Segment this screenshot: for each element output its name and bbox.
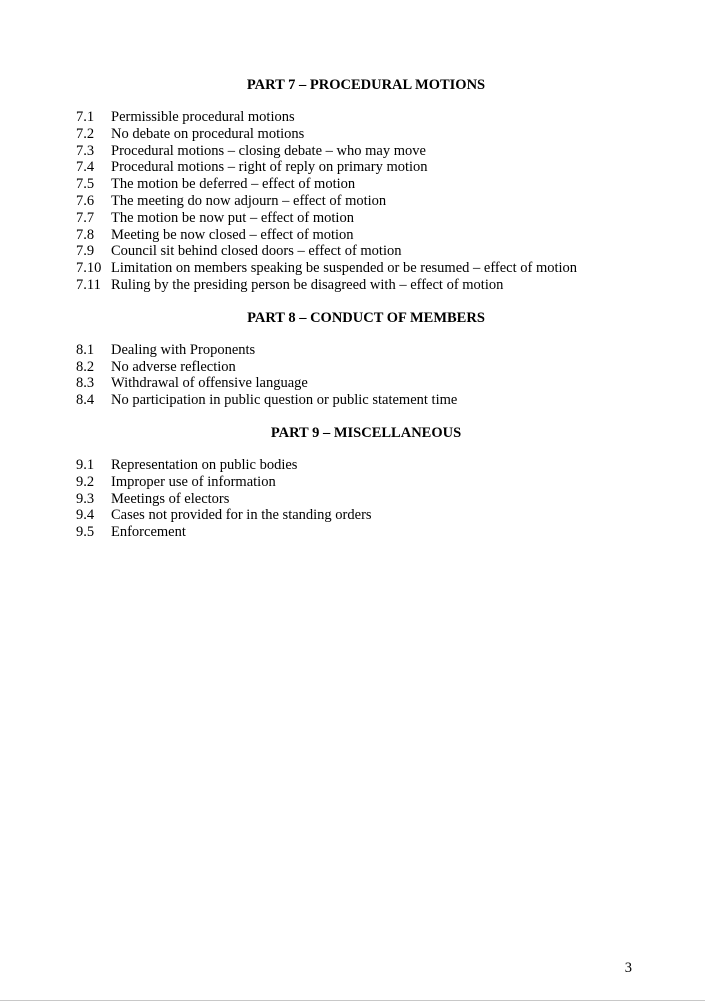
table-of-contents xyxy=(76,75,636,541)
toc-entry xyxy=(76,359,636,376)
toc-entry-number: 7.5 xyxy=(76,176,95,193)
toc-list xyxy=(76,109,636,294)
toc-entry-title: Improper use of information xyxy=(111,473,276,490)
toc-entry xyxy=(76,159,636,176)
toc-entry-number: 7.11 xyxy=(76,276,101,293)
toc-entry xyxy=(76,243,636,260)
toc-entry-title: Meetings of electors xyxy=(111,490,230,507)
toc-entry-title: Council sit behind closed doors – effect of motion xyxy=(111,243,402,260)
toc-entry-number: 9.4 xyxy=(76,507,95,524)
part-heading: PART 8 – CONDUCT OF MEMBERS xyxy=(247,309,485,326)
toc-entry-title: Limitation on members speaking be suspended or be resumed – effect of motion xyxy=(111,260,578,277)
toc-entry xyxy=(76,375,636,392)
toc-entry xyxy=(76,277,636,294)
toc-entry-title: The motion be now put – effect of motion xyxy=(111,209,354,226)
toc-entry xyxy=(76,392,636,409)
page-number: 3 xyxy=(624,960,632,976)
toc-entry-number: 8.3 xyxy=(76,375,95,392)
toc-entry xyxy=(76,210,636,227)
toc-entry xyxy=(76,342,636,359)
toc-entry-number: 7.3 xyxy=(76,142,95,159)
toc-entry-number: 7.4 xyxy=(76,159,95,176)
toc-entry-number: 7.8 xyxy=(76,226,95,243)
toc-entry-title: No participation in public question or public statement time xyxy=(111,392,458,409)
toc-entry xyxy=(76,260,636,277)
toc-entry-number: 7.10 xyxy=(76,260,102,277)
toc-entry-number: 9.5 xyxy=(76,524,95,541)
toc-entry-number: 9.2 xyxy=(76,473,95,490)
part-heading: PART 9 – MISCELLANEOUS xyxy=(270,424,462,441)
toc-entry xyxy=(76,524,636,541)
toc-entry xyxy=(76,507,636,524)
toc-entry-number: 8.4 xyxy=(76,392,95,409)
toc-entry-title: Cases not provided for in the standing orders xyxy=(111,507,372,524)
toc-entry-number: 8.2 xyxy=(76,358,95,375)
toc-entry-number: 7.7 xyxy=(76,209,95,226)
toc-list xyxy=(76,342,636,409)
toc-entry-title: Dealing with Proponents xyxy=(111,341,256,358)
toc-entry xyxy=(76,109,636,126)
toc-entry-title: No debate on procedural motions xyxy=(111,125,305,142)
toc-entry-number: 7.6 xyxy=(76,192,95,209)
toc-entry-title: Procedural motions – closing debate – who may move xyxy=(111,142,426,159)
toc-entry-title: Meeting be now closed – effect of motion xyxy=(111,226,354,243)
toc-entry xyxy=(76,457,636,474)
toc-entry-number: 9.3 xyxy=(76,490,95,507)
toc-entry-number: 8.1 xyxy=(76,341,95,358)
toc-entry-title: Permissible procedural motions xyxy=(111,109,295,125)
toc-entry-number: 7.2 xyxy=(76,125,95,142)
toc-entry xyxy=(76,491,636,508)
toc-entry-title: No adverse reflection xyxy=(111,358,236,375)
toc-list xyxy=(76,457,636,541)
toc-entry-number: 9.1 xyxy=(76,456,95,473)
part-heading: PART 7 – PROCEDURAL MOTIONS xyxy=(246,77,486,93)
page-edge-divider xyxy=(0,1000,705,1001)
toc-entry-title: Withdrawal of offensive language xyxy=(111,375,308,392)
toc-entry-title: Representation on public bodies xyxy=(111,456,298,473)
toc-entry-title: Procedural motions – right of reply on primary motion xyxy=(111,159,428,176)
toc-entry-number: 7.1 xyxy=(76,109,95,125)
toc-entry xyxy=(76,227,636,244)
toc-entry xyxy=(76,474,636,491)
toc-entry-title: Ruling by the presiding person be disagreed with – effect of motion xyxy=(111,276,504,293)
toc-entry xyxy=(76,126,636,143)
toc-entry xyxy=(76,193,636,210)
toc-entry-title: The motion be deferred – effect of motion xyxy=(111,176,356,193)
toc-entry-title: The meeting do now adjourn – effect of motion xyxy=(111,192,387,209)
toc-entry-title: Enforcement xyxy=(111,524,186,541)
toc-entry-number: 7.9 xyxy=(76,243,95,260)
toc-entry xyxy=(76,176,636,193)
toc-entry xyxy=(76,143,636,160)
